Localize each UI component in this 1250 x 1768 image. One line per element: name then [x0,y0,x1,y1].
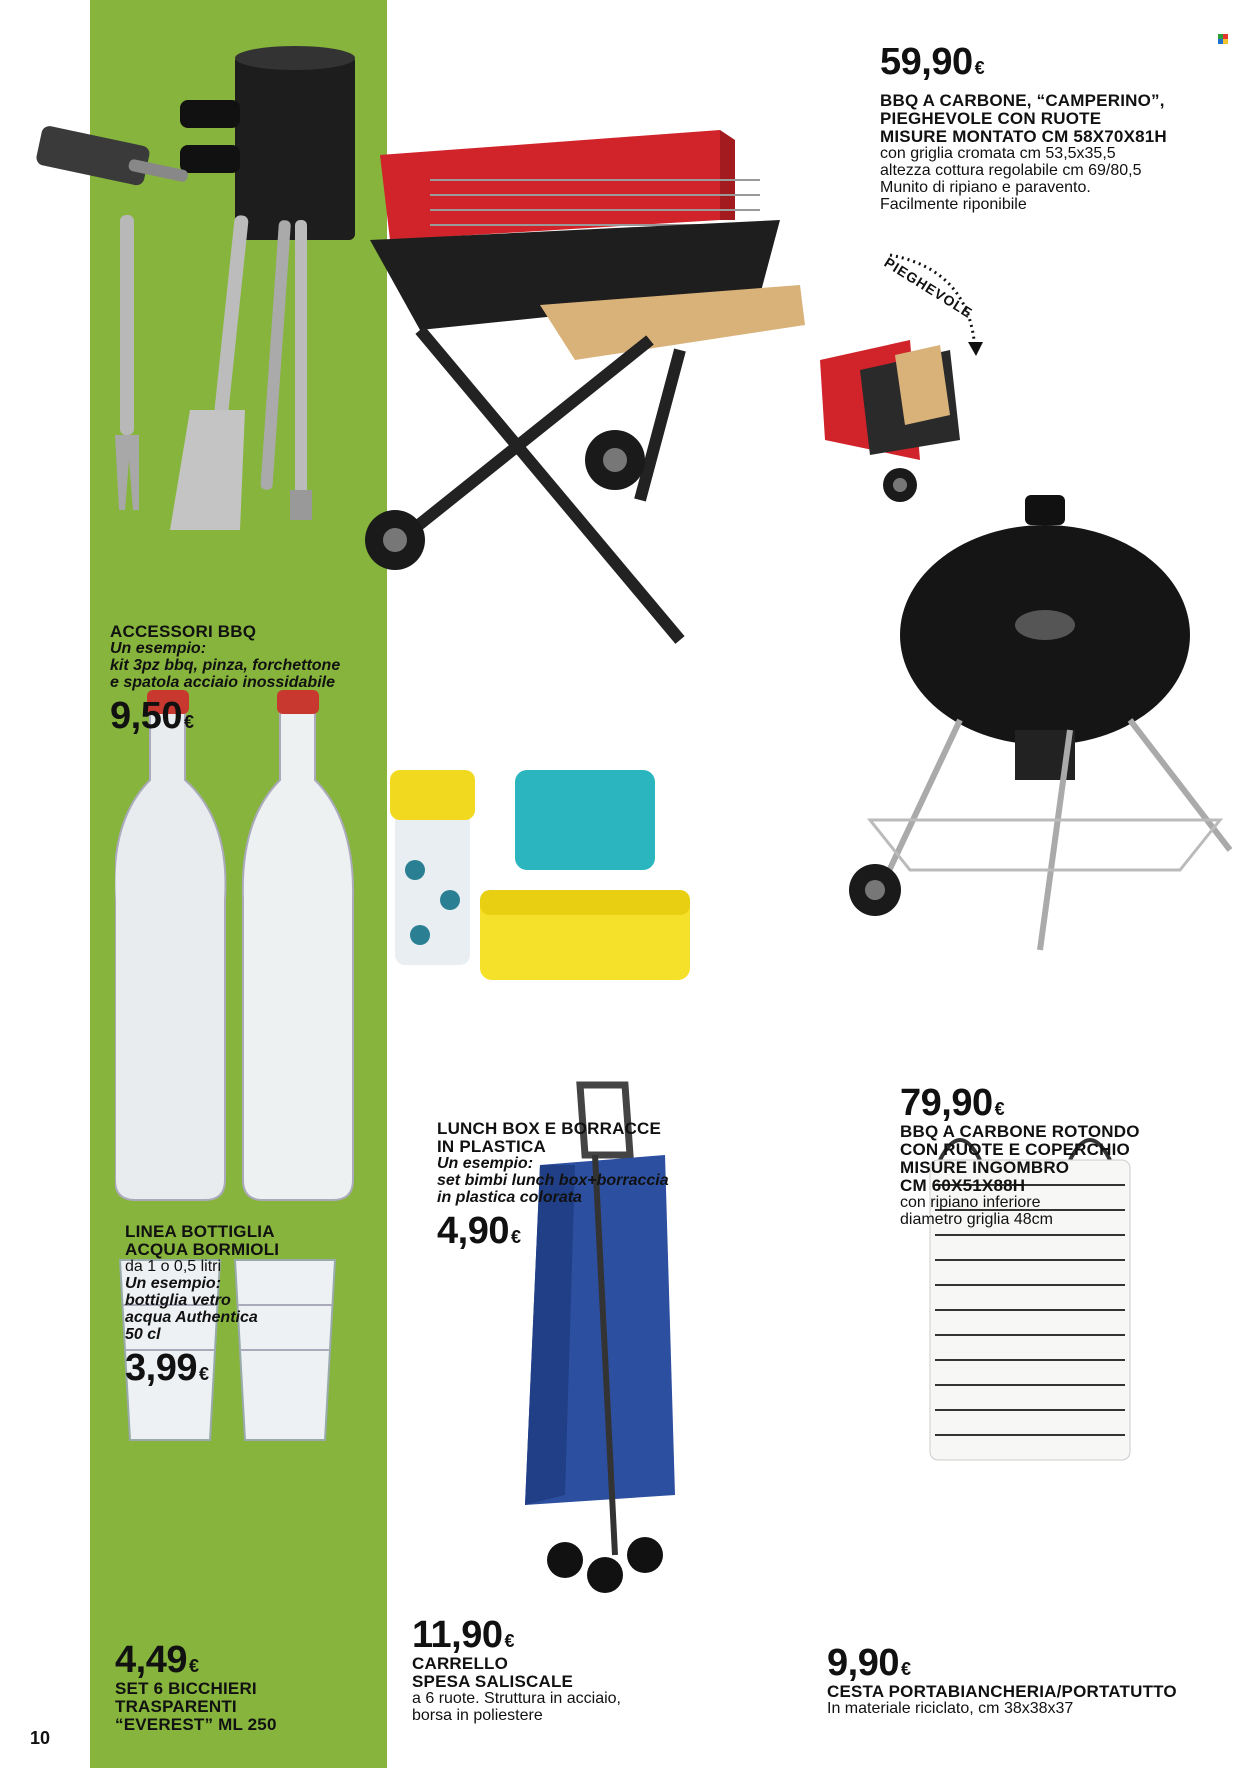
cesta-title: CESTA PORTABIANCHERIA/PORTATUTTO [827,1682,1177,1702]
bbq-rotondo-image [840,490,1240,960]
lunch-box-price: 4,90 € [437,1209,521,1252]
bottiglia-title: LINEA BOTTIGLIA [125,1222,275,1241]
bbq-rotondo-info: 79,90 € BBQ A CARBONE ROTONDO CON RUOTE E COPERCHIO MISURE INGOMBRO CM 60X51X88H con ripiano inferiore diametro griglia 48cm [900,1083,1240,1229]
lunch-box-image [370,760,710,990]
lunch-box-info: LUNCH BOX E BORRACCE IN PLASTICA Un esempio: set bimbi lunch box+borraccia in plastica colorata 4,90 € [437,1120,747,1251]
bicchieri-info: 4,49 € SET 6 BICCHIERI TRASPARENTI “EVEREST” ML 250 [115,1640,385,1734]
bbq-rotondo-title: BBQ A CARBONE ROTONDO [900,1122,1140,1142]
bicchieri-price: 4,49 € [115,1639,199,1681]
carrello-title: CARRELLO [412,1654,509,1674]
accessori-bbq-price: 9,50 € [110,694,194,737]
bottiglia-price: 3,99 € [125,1346,209,1389]
pieghevole-label: PIEGHEVOLE [881,254,976,322]
page-number: 10 [30,1728,51,1748]
bbq-camperino-desc: BBQ A CARBONE, “CAMPERINO”, PIEGHEVOLE CON RUOTE MISURE MONTATO CM 58X70X81H con griglia cromata cm 53,5x35,5 altezza cottura regolabile cm 69/80,5 Munito di ripiano e paravento. Facilmente riponibile [880,92,1240,214]
bbq-camperino-info [880,42,1240,82]
accessori-bbq-info: ACCESSORI BBQ Un esempio: kit 3pz bbq, pinza, forchettone e spatola acciaio inossidabile 9,50 € [110,623,390,736]
carrello-price: 11,90 € [412,1614,515,1656]
bbq-rotondo-price: 79,90 € [900,1082,1005,1124]
bbq-camperino-title: BBQ A CARBONE, “CAMPERINO”, [880,91,1165,110]
lunch-box-title: LUNCH BOX E BORRACCE [437,1119,662,1138]
bottles-image [115,680,375,1210]
accessori-bbq-title: ACCESSORI BBQ [110,622,257,641]
bottiglia-info: LINEA BOTTIGLIA ACQUA BORMIOLI da 1 o 0,5 litri Un esempio: bottiglia vetro acqua Authentica 50 cl 3,99 € [125,1223,385,1388]
cesta-price: 9,90 € [827,1642,911,1684]
cesta-info: 9,90 € CESTA PORTABIANCHERIA/PORTATUTTO In materiale riciclato, cm 38x38x37 [827,1643,1227,1718]
bbq-tools-image [95,210,355,540]
bicchieri-title: SET 6 BICCHIERI [115,1679,257,1699]
bbq-camperino-price: 59,90 € [880,41,985,83]
bbq-camperino-image [360,120,810,680]
carrello-info: 11,90 € CARRELLO SPESA SALISCALE a 6 ruote. Struttura in acciaio, borsa in poliestere [412,1615,712,1725]
